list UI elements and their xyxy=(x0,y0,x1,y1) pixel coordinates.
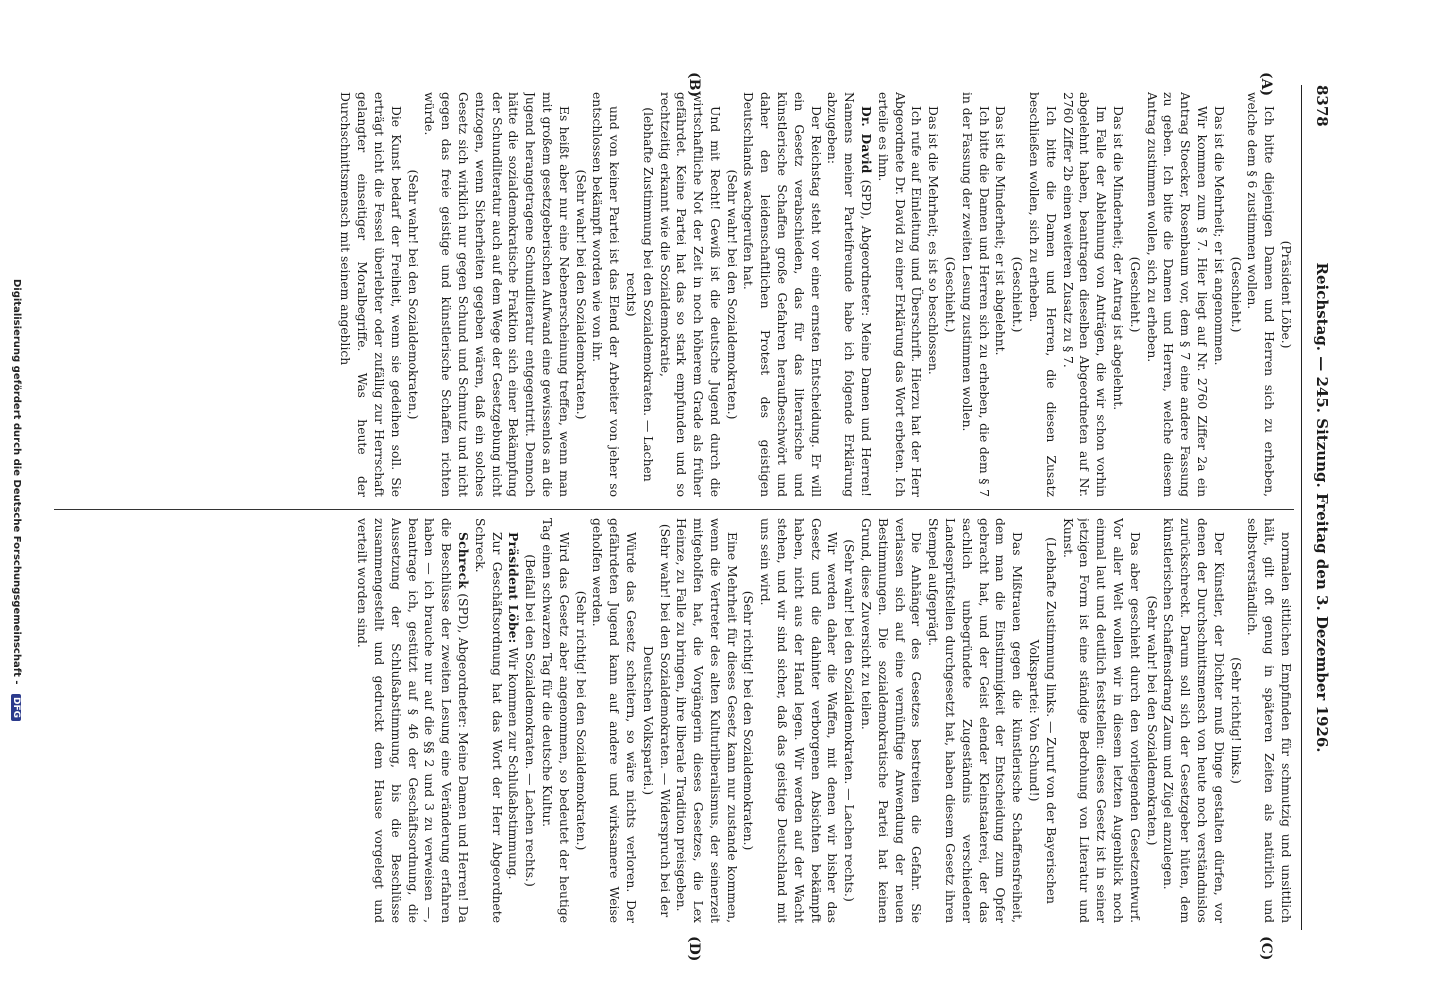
interjection xyxy=(1227,92,1244,497)
paragraph-text: (lebhafte Zustimmung bei den Sozialdemokraten. — Lachen rechts) xyxy=(623,107,655,482)
paragraph xyxy=(1160,518,1227,923)
paragraph-text: Ich rufe auf Einleitung und Überschrift. Hierzu hat der Herr Abgeordnete Dr. David zu einer Erklärung das Wort erbeten. Ich erteile es ihm. xyxy=(875,92,924,497)
paragraph xyxy=(471,518,505,923)
paragraph-text: (Geschieht.) xyxy=(1228,256,1243,333)
paragraph-text: normalen sittlichen Empfinden für schmutzig und unsittlich hält, gilt oft genug in späteren Zeiten als natürlich und selbstverständlich. xyxy=(1245,518,1293,923)
interjection xyxy=(639,518,673,923)
paragraph-text: (Sehr wahr! bei den Sozialdemokraten.) xyxy=(405,169,420,420)
paragraph-text: Das Mißtrauen gegen die künstlerische Schaffensfreiheit, dem man die Einstimmigkeit der Entscheidung zum Opfer gebracht hat, und der Geist elender Kleinstaaterei, der das sachlich unbegründete Zugeständnis verschiedener Landesprüfstellen durchgesetzt hat, haben diesem Gesetz ihren Stempel aufgeprägt. xyxy=(926,518,1025,923)
paragraph-text: Ich bitte die Damen und Herren, die diesen Zusatz beschließen wollen, sich zu erheben. xyxy=(1027,92,1058,497)
speaker-name: Präsident Löbe: xyxy=(506,532,522,644)
interjection xyxy=(404,92,421,497)
paragraph xyxy=(1059,92,1109,497)
page-header xyxy=(1305,85,1331,930)
left-column xyxy=(54,92,1294,497)
paragraph xyxy=(337,92,404,497)
paragraph-text: Im Falle der Ablehnung von Anträgen, die wir schon vorhin abgelehnt haben, beantragen dieselben Abgeordneten auf Nr. 2760 Ziffer 2b einen weiteren Zusatz zu § 7. xyxy=(1060,92,1109,497)
dfg-logo: DFG xyxy=(11,694,21,721)
interjection xyxy=(840,518,857,923)
footer-credit: Digitalisierung gefördert durch die Deutsche Forschungsgemeinschaft - xyxy=(11,278,22,685)
paragraph-text: (Geschieht.) xyxy=(1010,256,1025,333)
interjection xyxy=(572,518,589,923)
paragraph-text: Das ist die Mehrheit; er ist angenommen. xyxy=(1211,106,1226,366)
paragraph xyxy=(353,518,471,923)
page-footer xyxy=(11,0,22,1000)
speaker-name: Dr. David xyxy=(859,106,875,174)
paragraph-text: Zur Geschäftsordnung hat das Wort der Herr Abgeordnete Schreck. xyxy=(472,518,504,923)
paragraph xyxy=(824,92,874,497)
paragraph-text: Wir werden daher die Waffen, mit denen wir bisher das Gesetz und die dahinter verborgenen Absichten bekämpft haben, nicht aus der Hand legen. Wir werden auf der Wacht stehen, und wir sind sicher, daß das geistige Deutschland mit uns sein wird. xyxy=(758,518,840,923)
paragraph xyxy=(958,92,992,497)
paragraph-text: (Sehr wahr! bei den Sozialdemokraten.) xyxy=(1144,595,1159,846)
paragraph-text: Das ist die Mehrheit; es ist so beschlossen. xyxy=(926,106,941,375)
paragraph-text: Wird das Gesetz aber angenommen, so bedeutet der heutige Tag einen schwarzen Tag für die deutsche Kultur. xyxy=(539,518,571,923)
paragraph-text: Es heißt aber nur eine Nebenerscheinung treffen, wenn man mit großem gesetzgeberischen Aufwand eine gewissenlos an die Jugend herangetragene Schundliteratur entgegentritt. Dennoch hätte die sozialdemokratische Fraktion sich einer Bekämpfung der Schundliteratur auch auf dem Wege der Gesetzgebung nicht entzogen, wenn Sicherheiten gegeben wären, daß ein solches Gesetz sich wirklich nur gegen Schund und Schmutz und nicht gegen das freie geistige und künstlerische Schaffen richten würde. xyxy=(422,92,571,497)
paragraph xyxy=(1244,518,1294,923)
paragraph-text: Wir kommen zum § 7. Hier liegt auf Nr. 2760 Ziffer 2a ein Antrag Stoecker, Rosenbaum vor, dem § 7 eine andere Fassung zu geben. Ich bitte die Damen und Herren, welche diesem Antrag zustimmen wollen, sich zu erheben. xyxy=(1144,92,1210,497)
paragraph xyxy=(874,92,924,497)
paragraph xyxy=(656,92,723,497)
margin-letter-a: (A) xyxy=(1258,72,1274,97)
paragraph xyxy=(505,518,522,923)
paragraph xyxy=(924,518,1025,923)
interjection xyxy=(1143,518,1160,923)
paragraph-text: (Sehr wahr! bei den Sozialdemokraten. — Lachen rechts.) xyxy=(842,539,857,902)
paragraph-text: (SPD), Abgeordneter: Meine Damen und Herren! Da die Beschlüsse der zweiten Lesung eine Veränderung erfahren haben — ich brauche nur auf die §§ 2 und 3 zu verweisen —, beantrage ich, gestützt auf § 46 der Geschäftsordnung, die Aussetzung der Schlußabstimmung, bis die Beschlüsse zusammengestellt und gedruckt dem Hause vorgelegt und verteilt worden sind. xyxy=(355,518,470,923)
right-column xyxy=(54,518,1294,923)
paragraph xyxy=(924,92,941,497)
page-number: 8378 xyxy=(1313,85,1331,127)
paragraph-text: (Präsident Löbe.) xyxy=(1279,240,1293,349)
paragraph xyxy=(673,518,740,923)
interjection xyxy=(622,92,656,497)
paragraph-text: Der Reichstag steht vor einer ernsten Entscheidung. Er will ein Gesetz verabschieden, das für das literarische und künstlerische Schaffen große Gefahren heraufbeschwört und daher den leidenschaftlichen Protest des geistigen Deutschlands wachgerufen hat. xyxy=(741,92,823,497)
interjection xyxy=(521,518,538,923)
paragraph-text: (Sehr richtig! bei den Sozialdemokraten.) xyxy=(573,590,588,851)
paragraph xyxy=(1143,92,1210,497)
margin-letter-c: (C) xyxy=(1258,936,1274,961)
interjection xyxy=(1025,518,1059,923)
paragraph-text: Ich bitte diejenigen Damen und Herren sich zu erheben, welche dem § 6 zustimmen wollen. xyxy=(1245,92,1277,497)
paragraph xyxy=(757,518,841,923)
interjection xyxy=(740,518,757,923)
interjection xyxy=(1008,92,1025,497)
paragraph-text: (Beifall bei den Sozialdemokraten. — Lachen rechts.) xyxy=(523,554,538,887)
interjection xyxy=(941,92,958,497)
interjection xyxy=(1126,92,1143,497)
paragraph xyxy=(421,92,572,497)
paragraph-text: Das ist die Minderheit; er ist abgelehnt. xyxy=(993,106,1008,356)
paragraph-text: (Sehr wahr! bei den Sozialdemokraten. — Widerspruch bei der Deutschen Volkspartei.) xyxy=(640,523,672,918)
paragraph xyxy=(589,518,639,923)
paragraph-text: Der Künstler, der Dichter muß Dinge gestalten dürfen, vor denen der Durchschnittsmensch von heute noch verständnislos zurückschreckt. Darum soll sich der Gesetzgeber hüten, dem künstlerischen Schaffensdrang Zaum und Zügel anzulegen. xyxy=(1161,518,1226,923)
paragraph-text: und von keiner Partei ist das Elend der Arbeiter von jeher so entschlossen bekämpft worden wie von ihr. xyxy=(590,92,622,497)
paragraph-text: Eine Mehrheit für dieses Gesetz kann nur zustande kommen, wenn die Vertreter des alten Kulturliberalismus, der seinerzeit mitgeholfen hat, die Vorgängerin dieses Gesetzes, die Lex Heinze, zu Falle zu bringen, ihre liberale Tradition preisgeben. xyxy=(674,518,739,923)
paragraph-text: (Sehr richtig! bei den Sozialdemokraten.) xyxy=(741,590,756,851)
header-rule xyxy=(1301,85,1302,930)
margin-letter-b: (B) xyxy=(686,72,702,98)
paragraph xyxy=(740,92,824,497)
interjection xyxy=(723,92,740,497)
paragraph xyxy=(1109,92,1126,497)
interjection xyxy=(572,92,589,497)
paragraph xyxy=(1244,92,1278,497)
paragraph xyxy=(992,92,1009,497)
column-divider xyxy=(54,509,1294,510)
paragraph-text: Die Anhänger des Gesetzes bestreiten die Gefahr. Sie verlassen sich auf eine vernünftige Anwendung der neuen Bestimmungen. Die sozialdemokratische Partei hat keinen Grund, diese Zuversicht zu teilen. xyxy=(859,518,924,923)
page-title: Reichstag. — 245. Sitzung. Freitag den 3. Dezember 1926. xyxy=(1313,262,1331,753)
paragraph-text: Wir kommen zur Schlußabstimmung. xyxy=(506,643,521,880)
paragraph-text: (Lebhafte Zustimmung links. — Zuruf von der Bayerischen Volkspartei: Von Schund!) xyxy=(1027,537,1058,904)
paragraph xyxy=(538,518,572,923)
paragraph-text: (SPD), Abgeordneter: Meine Damen und Herren! Namens meiner Parteifreunde habe ich folgende Erklärung abzugeben: xyxy=(825,92,874,497)
interjection xyxy=(1277,92,1294,497)
paragraph xyxy=(1059,518,1143,923)
margin-letter-d: (D) xyxy=(686,936,702,962)
paragraph-text: Das aber geschieht durch den vorliegenden Gesetzentwurf. Vor aller Welt wollen wir in diesem letzten Augenblick noch einmal laut und deutlich feststellen: dieses Gesetz ist in seiner jetzigen Form ist eine ständige Bedrohung von Literatur und Kunst. xyxy=(1060,518,1142,923)
paragraph-text: Das ist die Minderheit; der Antrag ist abgelehnt. xyxy=(1111,106,1126,411)
interjection xyxy=(1227,518,1244,923)
paragraph-text: Die Kunst bedarf der Freiheit, wenn sie gedeihen soll. Sie erträgt nicht die Fessel überlebter oder zufällig zur Herrschaft gelangter einseitiger Moralbegriffe. Was heute der Durchschnittsmensch mit seinem angeblich xyxy=(338,92,403,497)
paragraph-text: (Sehr richtig! links.) xyxy=(1228,657,1243,784)
paragraph-text: (Sehr wahr! bei den Sozialdemokraten.) xyxy=(573,169,588,420)
paragraph-text: Ich bitte die Damen und Herren sich zu erheben, die dem § 7 in der Fassung der zweiten Lesung zustimmen wollen. xyxy=(959,92,991,497)
paragraph-text: Würde das Gesetz scheitern, so wäre nichts verloren. Der gefährdeten Jugend kann auf andere und wirksamere Weise geholfen werden. xyxy=(590,518,638,923)
paragraph-text: (Geschieht.) xyxy=(943,256,958,333)
paragraph xyxy=(857,518,924,923)
paragraph-text: Und mit Recht! Gewiß ist die deutsche Jugend durch die wirtschaftliche Not der Zeit in noch höherem Grade als früher gefährdet. Keine Partei hat das so stark empfunden und so rechtzeitig erkannt wie die Sozialdemokratie, xyxy=(657,92,722,497)
paragraph-text: (Geschieht.) xyxy=(1127,256,1142,333)
paragraph-text: (Sehr wahr! bei den Sozialdemokraten.) xyxy=(724,169,739,420)
speaker-name: Schreck xyxy=(455,532,471,590)
paragraph xyxy=(1210,92,1227,497)
paragraph xyxy=(1025,92,1059,497)
paragraph xyxy=(589,92,623,497)
